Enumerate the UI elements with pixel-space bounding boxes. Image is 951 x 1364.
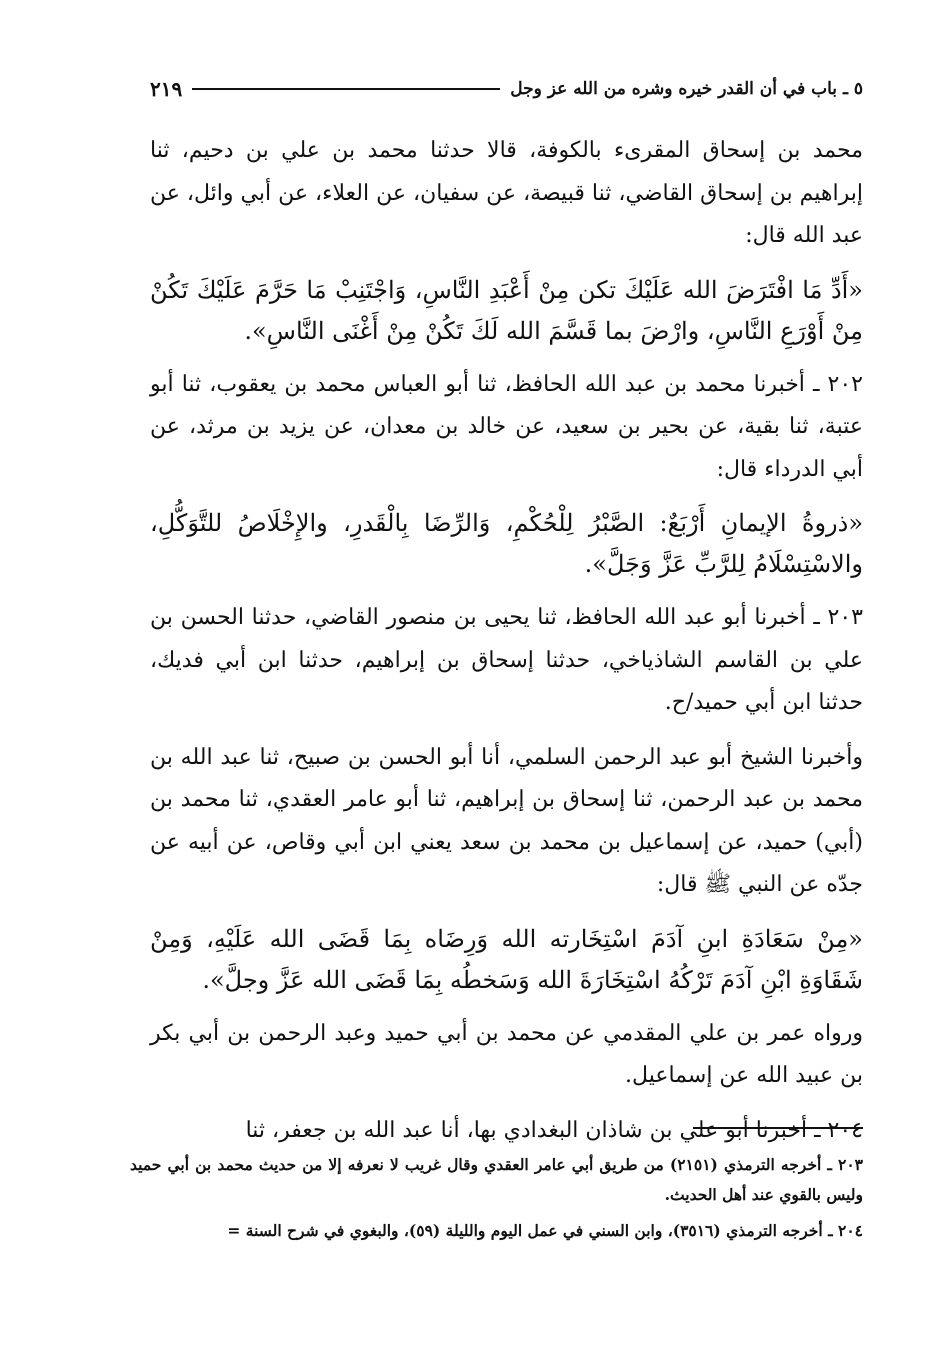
paragraph-203-note: ورواه عمر بن علي المقدمي عن محمد بن أبي حميد وعبد الرحمن بن أبي بكر بن عبيد الله عن إسماعيل. [150, 1020, 863, 1088]
paragraph-203-second-chain: وأخبرنا الشيخ أبو عبد الرحمن السلمي، أنا أبو الحسن بن صبيح، ثنا عبد الله بن محمد بن عبد الرحمن، ثنا إسحاق بن إبراهيم، ثنا أبو عامر العقدي، ثنا محمد بن (أبي) حميد، عن إسماعيل بن محمد بن سعد يعني ابن أبي وقاص، عن أبيه عن جدّه عن النبي ﷺ قال: [150, 744, 863, 897]
quote-203: «مِنْ سَعَادَةِ ابنِ آدَمَ اسْتِخَارته الله وَرِضَاه بِمَا قَضَى الله عَلَيْهِ، وَمِنْ شَقَاوَةِ ابْنِ آدَمَ تَرْكُهُ اسْتِخَارَةَ الله وَسَخطُه بِمَا قَضَى الله عَزَّ وجلَّ». [150, 924, 863, 994]
running-header [150, 72, 863, 106]
quote-202: «ذروةُ الإيمانِ أَرْبَعٌ: الصَّبْرُ لِلْحُكْمِ، وَالرِّضَا بِالْقَدرِ، والإِخْلَاصُ للتَّوَكُّلِ، والاسْتِسْلَامُ لِلرَّبِّ عَزَّ وَجَلَّ». [150, 509, 863, 578]
paragraph-203: ٢٠٣ ـ أخبرنا أبو عبد الله الحافظ، ثنا يحيى بن منصور القاضي، حدثنا الحسن بن علي بن القاسم الشاذياخي، حدثنا إسحاق بن إبراهيم، حدثنا ابن أبي فديك، حدثنا ابن أبي حميد/ح. [150, 605, 863, 715]
footnote-separator [693, 1127, 863, 1129]
quote-201: «أَدِّ مَا افْتَرَضَ الله عَلَيْكَ تكن مِنْ أَعْبَدِ النَّاسِ، وَاجْتَنِبْ مَا حَرَّمَ عَلَيْكَ تَكُنْ مِنْ أَوْرَعِ النَّاسِ، وارْضَ بما قَسَّمَ الله لَكَ تَكُنْ مِنْ أَغْنَى النَّاسِ». [150, 275, 863, 345]
footnote-204: ٢٠٤ ـ أخرجه الترمذي (٣٥١٦)، وابن السني في عمل اليوم والليلة (٥٩)، والبغوي في شرح السنة = [227, 1221, 863, 1240]
footnotes [130, 1150, 863, 1252]
footnote-203: ٢٠٣ ـ أخرجه الترمذي (٢١٥١) من طريق أبي عامر العقدي وقال غريب لا نعرفه إلا من حديث محمد بن أبي حميد وليس بالقوي عند أهل الحديث. [130, 1155, 863, 1204]
main-text [150, 130, 863, 1152]
paragraph-204: ٢٠٤ ـ أخبرنا أبو علي بن شاذان البغدادي بها، أنا عبد الله بن جعفر، ثنا [245, 1117, 863, 1143]
paragraph-202: ٢٠٢ ـ أخبرنا محمد بن عبد الله الحافظ، ثنا أبو العباس محمد بن يعقوب، ثنا أبو عتبة، ثنا بقية، عن بحير بن سعيد، عن خالد بن معدان، عن يزيد بن مرثد، عن أبي الدرداء قال: [150, 371, 863, 482]
paragraph-isnad-201: محمد بن إسحاق المقرىء بالكوفة، قالا حدثنا محمد بن علي بن دحيم، ثنا إبراهيم بن إسحاق القاضي، ثنا قبيصة، عن سفيان، عن العلاء، عن أبي وائل، عن عبد الله قال: [150, 138, 863, 248]
header-rule [192, 88, 500, 90]
page-number: ٢١٩ [150, 77, 183, 101]
chapter-title: ٥ ـ باب في أن القدر خيره وشره من الله عز وجل [510, 79, 863, 99]
